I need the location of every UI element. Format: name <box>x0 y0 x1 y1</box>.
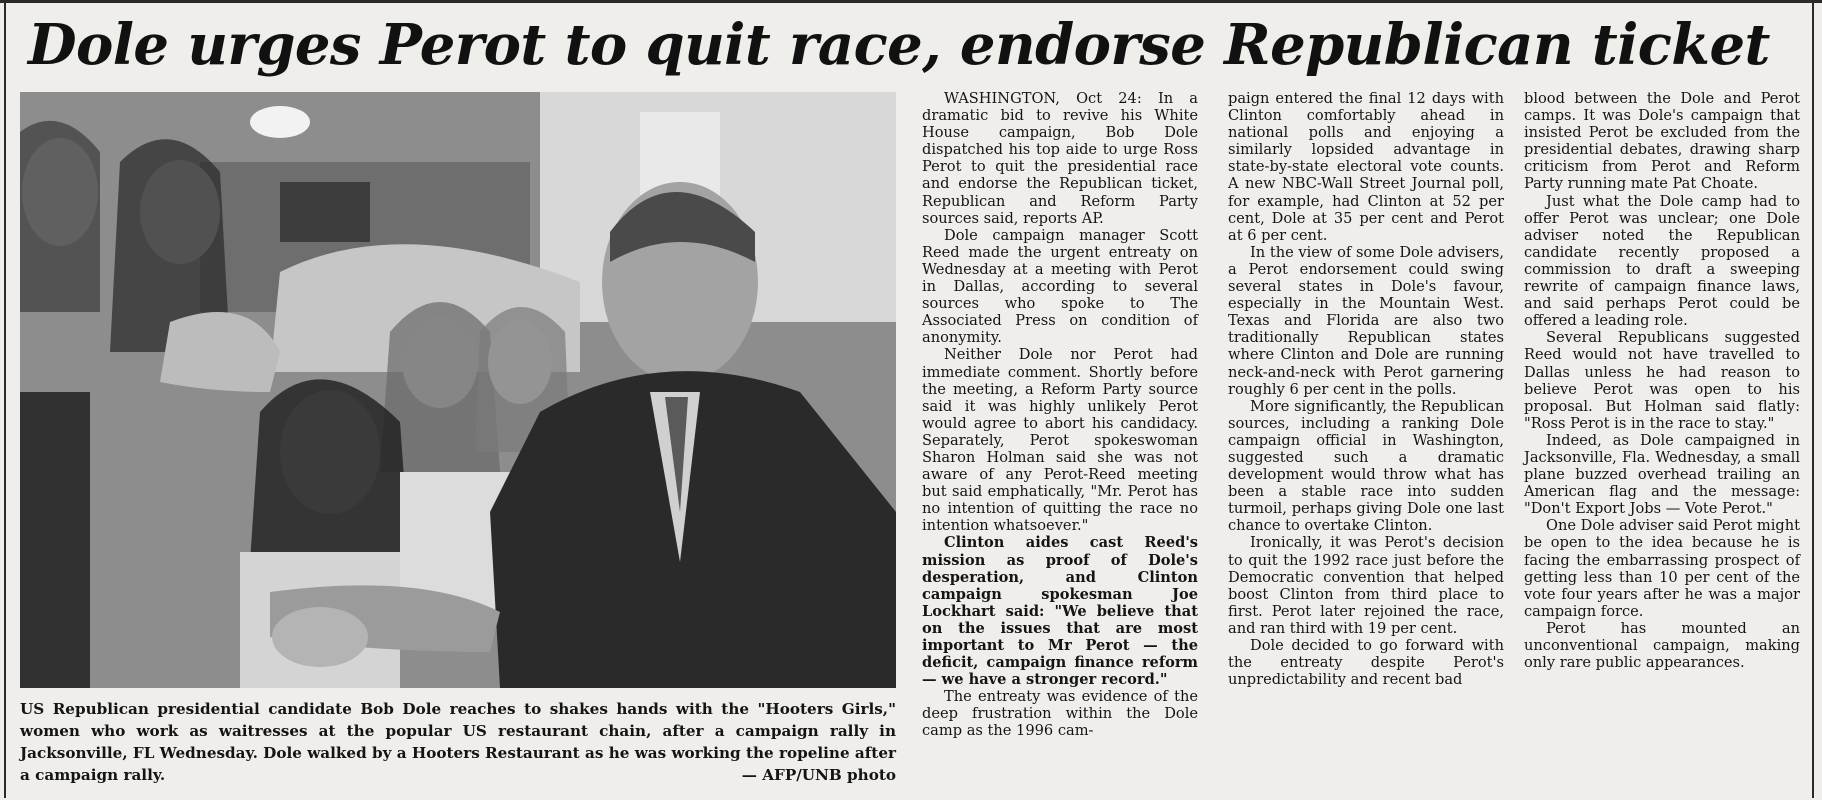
paragraph: paign entered the final 12 days with Clinton comfortably ahead in national polls and enjoying a similarly lopsided advantage in state-by-state electoral vote counts. A new NBC-Wall Street Journal poll, for example, had Clinton at 52 per cent, Dole at 35 per cent and Perot at 6 per cent. <box>1228 90 1504 244</box>
top-rule <box>0 0 1822 3</box>
paragraph: blood between the Dole and Perot camps. It was Dole's campaign that insisted Perot be excluded from the presidential debates, drawing sharp criticism from Perot and Reform Party running mate Pat Choate. <box>1524 90 1800 193</box>
paragraph: Just what the Dole camp had to offer Perot was unclear; one Dole adviser noted the Republican candidate recently proposed a commission to draft a sweeping rewrite of campaign finance laws, and said perhaps Perot could be offered a leading role. <box>1524 192 1800 330</box>
paragraph: More significantly, the Republican sources, including a ranking Dole campaign official in Washington, suggested such a dramatic development would throw what has been a stable race into sudden turmoil, perhaps giving Dole one last chance to overtake Clinton. <box>1228 397 1504 535</box>
paragraph: The entreaty was evidence of the deep frustration within the Dole camp as the 1996 cam- <box>922 688 1198 740</box>
news-photo <box>20 92 896 688</box>
paragraph: Neither Dole nor Perot had immediate comment. Shortly before the meeting, a Reform Party source said it was highly unlikely Perot would agree to abort his candidacy. Separately, Perot spokeswoman Sharon Holman said she was not aware of any Perot-Reed meeting but said emphatically, "Mr. Perot has no intention of quitting the race no intention whatsoever." <box>922 346 1198 535</box>
paragraph: In the view of some Dole advisers, a Perot endorsement could swing several states in Dole's favour, especially in the Mountain West. Texas and Florida are also two traditionally Republican states where Clinton and Dole are running neck-and-neck with Perot garnering roughly 6 per cent in the polls. <box>1228 243 1504 398</box>
paragraph: Dole decided to go forward with the entreaty despite Perot's unpredictability and recent bad <box>1228 637 1504 689</box>
caption-text: US Republican presidential candidate Bob Dole reaches to shakes hands with the "Hooters Girls," women who work as waitresses at the popular US restaurant chain, after a campaign rally in Jacksonville, FL Wednesday. Dole walked by a Hooters Restaurant as he was working the ropeline after a campaign rally. <box>20 700 896 784</box>
article-column-2 <box>1228 90 1504 688</box>
paragraph: Clinton aides cast Reed's mission as proof of Dole's desperation, and Clinton campaign spokesman Joe Lockhart said: "We believe that on the issues that are most important to Mr Perot — the deficit, campaign finance reform — we have a stronger record." <box>922 534 1198 689</box>
paragraph: One Dole adviser said Perot might be open to the idea because he is facing the embarrassing prospect of getting less than 10 per cent of the vote four years after he was a major campaign force. <box>1524 517 1800 620</box>
article-column-1 <box>922 90 1198 740</box>
photo-caption <box>20 698 896 786</box>
paragraph: Several Republicans suggested Reed would not have travelled to Dallas unless he had reason to believe Perot was open to his proposal. But Holman said flatly: "Ross Perot is in the race to stay." <box>1524 329 1800 432</box>
paragraph: WASHINGTON, Oct 24: In a dramatic bid to revive his White House campaign, Bob Dole dispatched his top aide to urge Ross Perot to quit the presidential race and endorse the Republican ticket, Republican and Reform Party sources said, reports AP. <box>922 90 1198 227</box>
article-column-3 <box>1524 90 1800 671</box>
headline: Dole urges Perot to quit race, endorse Republican ticket <box>28 12 1770 78</box>
photo-illustration <box>20 92 896 688</box>
paragraph: Dole campaign manager Scott Reed made the urgent entreaty on Wednesday at a meeting with Perot in Dallas, according to several sources who spoke to The Associated Press on condition of anonymity. <box>922 226 1198 347</box>
paragraph: Perot has mounted an unconventional campaign, making only rare public appearances. <box>1524 619 1800 672</box>
photo-credit: — AFP/UNB photo <box>741 766 896 784</box>
paragraph: Indeed, as Dole campaigned in Jacksonville, Fla. Wednesday, a small plane buzzed overhead trailing an American flag and the message: "Don't Export Jobs — Vote Perot." <box>1524 431 1800 518</box>
paragraph: Ironically, it was Perot's decision to quit the 1992 race just before the Democratic convention that helped boost Clinton from third place to first. Perot later rejoined the race, and ran third with 19 per cent. <box>1228 534 1504 637</box>
